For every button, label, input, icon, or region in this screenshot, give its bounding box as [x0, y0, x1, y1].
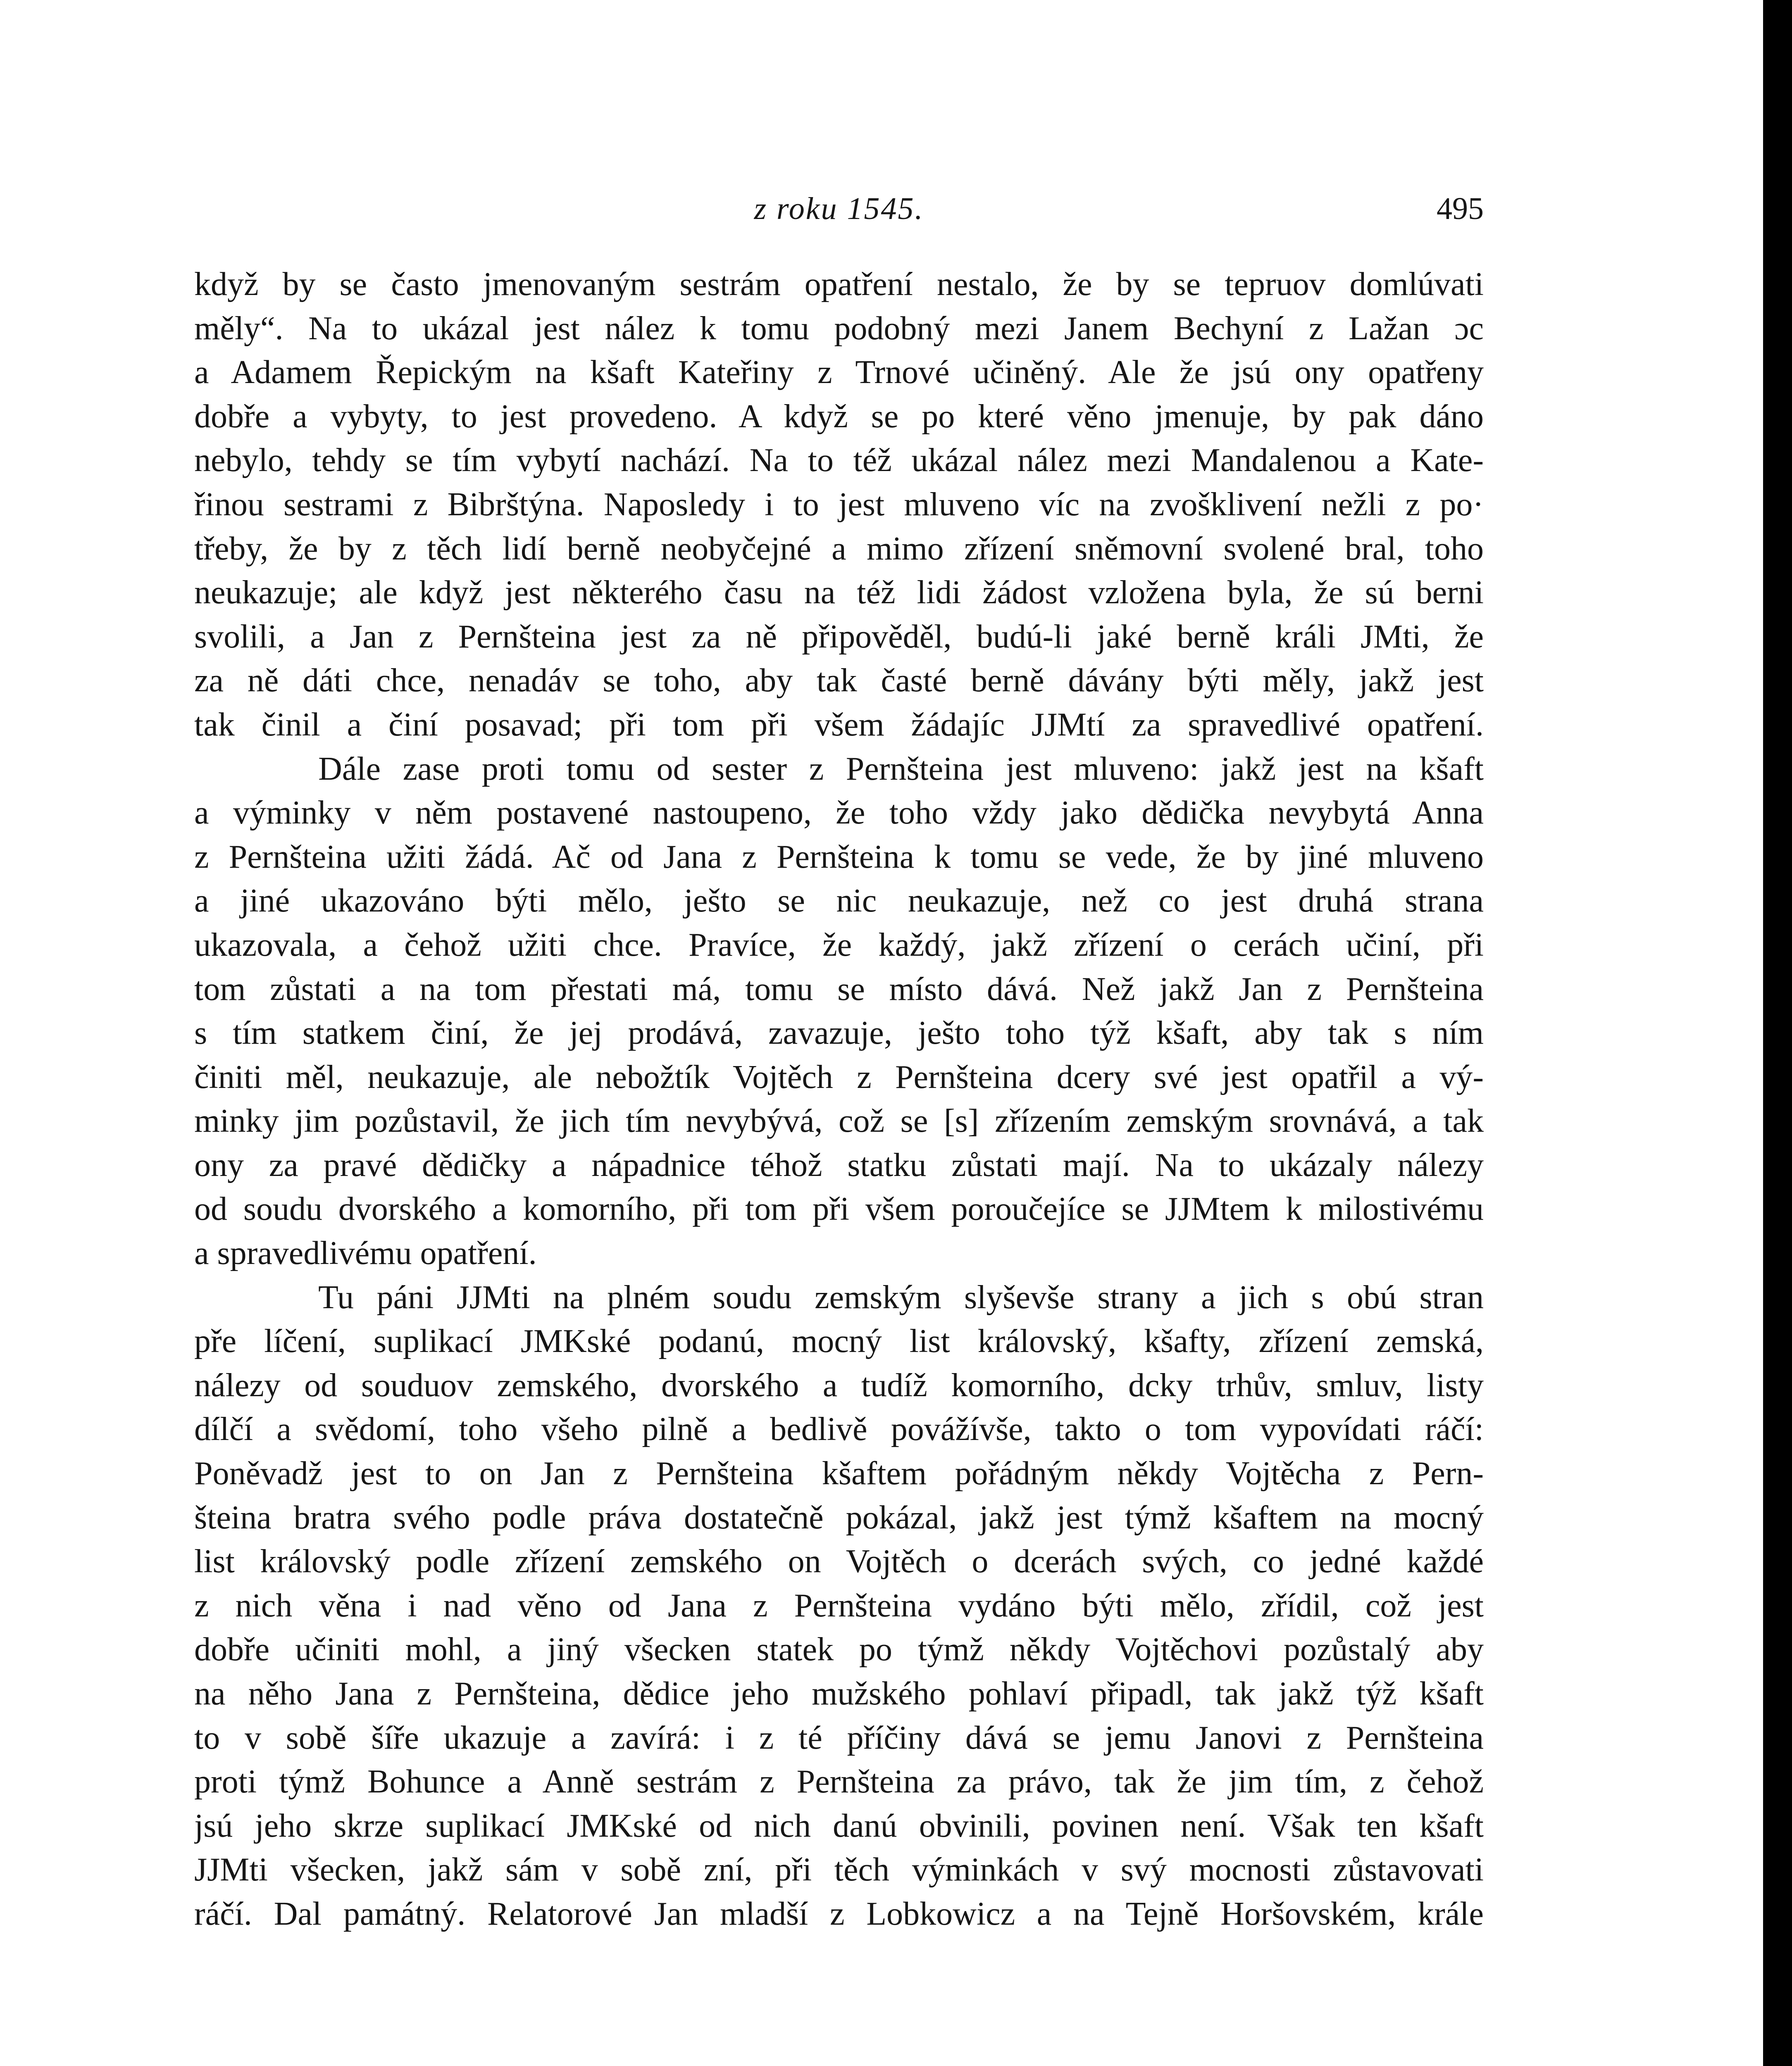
text-line: třeby, že by z těch lidí berně neobyčejné a mimo zřízení sněmovní svolené bral, toho: [194, 530, 1484, 567]
text-line: Poněvadž jest to on Jan z Pernšteina kšaftem pořádným někdy Vojtěcha z Pern-: [194, 1455, 1484, 1492]
text-line: dobře a vybyty, to jest provedeno. A když se po které věno jmenuje, by pak dáno: [194, 398, 1484, 435]
text-line: z Pernšteina užiti žádá. Ač od Jana z Pernšteina k tomu se vede, že by jiné mluveno: [194, 838, 1484, 875]
text-line: měly“. Na to ukázal jest nález k tomu podobný mezi Janem Bechyní z Lažan ɔc: [194, 310, 1484, 347]
text-line: dobře učiniti mohl, a jiný všecken statek po týmž někdy Vojtěchovi pozůstalý aby: [194, 1631, 1484, 1668]
text-line: tak činil a činí posavad; při tom při všem žádajíc JJMtí za spravedlivé opatření.: [194, 706, 1484, 743]
scan-border-right: [1763, 0, 1792, 2066]
text-line: za ně dáti chce, nenadáv se toho, aby tak časté berně dávány býti měly, jakž jest: [194, 662, 1484, 699]
text-line: a Adamem Řepickým na kšaft Kateřiny z Trnové učiněný. Ale že jsú ony opatřeny: [194, 354, 1484, 391]
text-line: činiti měl, neukazuje, ale nebožtík Vojtěch z Pernšteina dcery své jest opatřil a vý-: [194, 1059, 1484, 1095]
text-line: tom zůstati a na tom přestati má, tomu se místo dává. Než jakž Jan z Pernšteina: [194, 971, 1484, 1007]
text-line: jsú jeho skrze suplikací JMKské od nich danú obvinili, povinen není. Však ten kšaft: [194, 1807, 1484, 1844]
text-line: pře líčení, suplikací JMKské podanú, mocný list královský, kšafty, zřízení zemská,: [194, 1323, 1484, 1360]
text-line: ony za pravé dědičky a nápadnice téhož statku zůstati mají. Na to ukázaly nálezy: [194, 1147, 1484, 1183]
text-line: s tím statkem činí, že jej prodává, zavazuje, ješto toho týž kšaft, aby tak s ním: [194, 1015, 1484, 1052]
text-line: řinou sestrami z Bibrštýna. Naposledy i to jest mluveno víc na zvošklivení nežli z po·: [194, 486, 1484, 523]
running-title: z roku 1545.: [754, 191, 924, 226]
text-line: Tu páni JJMti na plném soudu zemským slyševše strany a jich s obú stran: [318, 1279, 1484, 1316]
text-line: nálezy od souduov zemského, dvorského a tudíž komorního, dcky trhův, smluv, listy: [194, 1367, 1484, 1404]
page-number: 495: [1437, 191, 1484, 226]
text-line: list královský podle zřízení zemského on Vojtěch o dcerách svých, co jedné každé: [194, 1543, 1484, 1580]
text-line: od soudu dvorského a komorního, při tom při všem poroučejíce se JJMtem k milostivému: [194, 1191, 1484, 1228]
text-line: nebylo, tehdy se tím vybytí nachází. Na to též ukázal nález mezi Mandalenou a Kate-: [194, 442, 1484, 479]
text-line: a jiné ukazováno býti mělo, ješto se nic neukazuje, než co jest druhá strana: [194, 883, 1484, 919]
text-line: ukazovala, a čehož užiti chce. Pravíce, že každý, jakž zřízení o cerách učiní, při: [194, 926, 1484, 963]
text-line: ráčí. Dal památný. Relatorové Jan mladší z Lobkowicz a na Tejně Horšovském, krále: [194, 1895, 1484, 1932]
page-header: [194, 186, 1484, 231]
text-line: to v sobě šíře ukazuje a zavírá: i z té příčiny dává se jemu Janovi z Pernšteina: [194, 1719, 1484, 1756]
text-line: Dále zase proti tomu od sester z Pernšteina jest mluveno: jakž jest na kšaft: [318, 750, 1484, 787]
text-line: JJMti všecken, jakž sám v sobě zní, při těch výminkách v svý mocnosti zůstavovati: [194, 1852, 1484, 1888]
text-line: když by se často jmenovaným sestrám opatření nestalo, že by se tepruov domlúvati: [194, 266, 1484, 302]
text-line: neukazuje; ale když jest některého času na též lidi žádost vzložena byla, že sú berni: [194, 574, 1484, 611]
text-line: a výminky v něm postavené nastoupeno, že toho vždy jako dědička nevybytá Anna: [194, 795, 1484, 831]
text-line: šteina bratra svého podle práva dostatečně pokázal, jakž jest týmž kšaftem na mocný: [194, 1499, 1484, 1536]
text-line: proti týmž Bohunce a Anně sestrám z Pernšteina za právo, tak že jim tím, z čehož: [194, 1764, 1484, 1800]
text-line: na něho Jana z Pernšteina, dědice jeho mužského pohlaví připadl, tak jakž týž kšaft: [194, 1676, 1484, 1712]
body-text: [194, 262, 1484, 1936]
text-line: a spravedlivému opatření.: [194, 1235, 537, 1272]
text-line: minky jim pozůstavil, že jich tím nevybývá, což se [s] zřízením zemským srovnává, a tak: [194, 1103, 1484, 1140]
text-line: svolili, a Jan z Pernšteina jest za ně připověděl, budú-li jaké berně králi JMti, že: [194, 618, 1484, 655]
text-line: dílčí a svědomí, toho všeho pilně a bedlivě povážívše, takto o tom vypovídati ráčí:: [194, 1411, 1484, 1448]
text-line: z nich věna i nad věno od Jana z Pernšteina vydáno býti mělo, zřídil, což jest: [194, 1587, 1484, 1624]
